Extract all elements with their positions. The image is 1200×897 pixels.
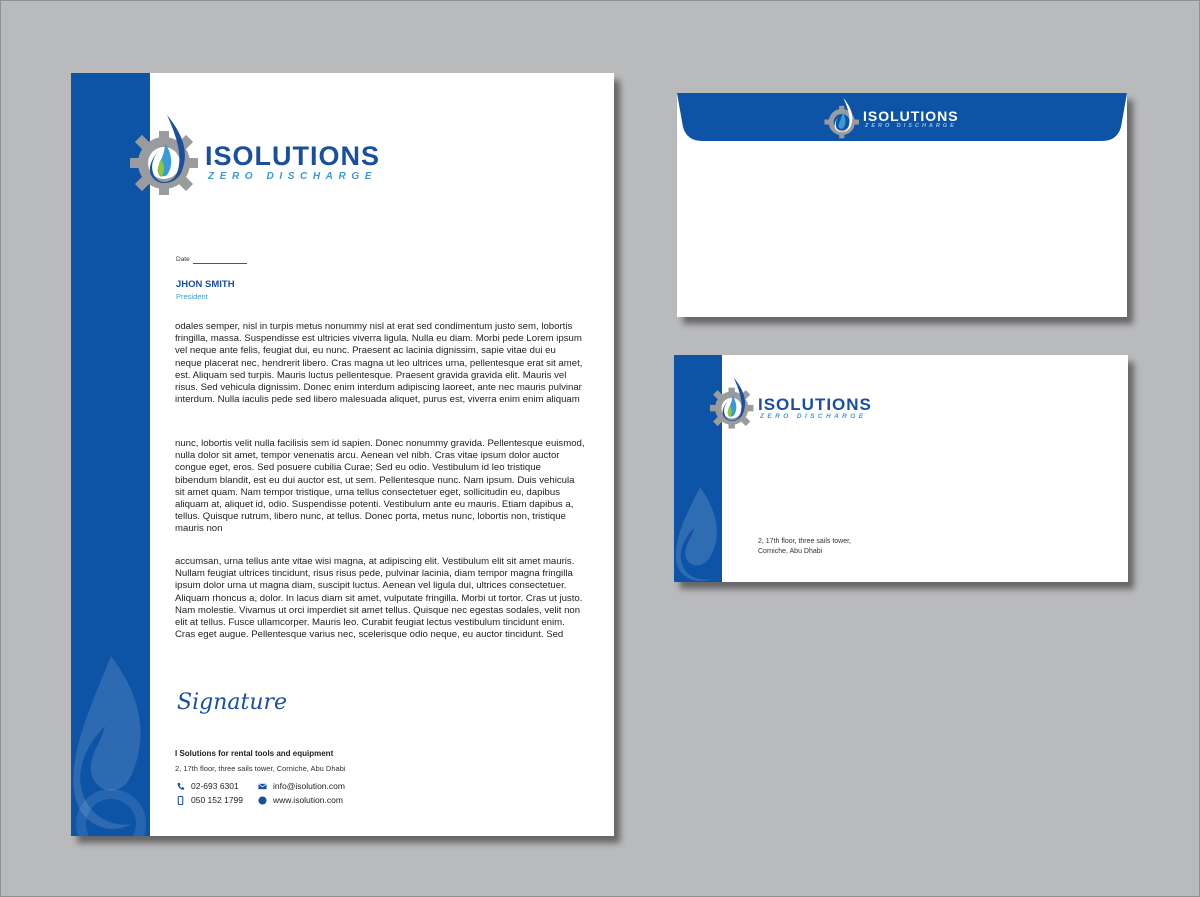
flame-watermark-icon (71, 646, 150, 836)
date-line (193, 263, 247, 264)
signature: Signature (177, 690, 288, 715)
envelope-front-logo-icon (708, 377, 756, 429)
date-label: Date (176, 256, 190, 263)
envelope-back-brand-tagline: ZERO DISCHARGE (865, 123, 957, 129)
mobile-number: 050 152 1799 (191, 795, 243, 805)
brand-tagline: ZERO DISCHARGE (208, 171, 377, 182)
envelope-address-line-2: Corniche, Abu Dhabi (758, 548, 823, 555)
recipient-name: JHON SMITH (176, 279, 235, 290)
mobile-icon (176, 796, 185, 805)
envelope-back-logo-icon (823, 97, 861, 139)
footer-address: 2, 17th floor, three sails tower, Corniche, Abu Dhabi (175, 764, 346, 773)
website-url: www.isolution.com (273, 795, 343, 805)
envelope-front-brand-tagline: ZERO DISCHARGE (760, 413, 867, 420)
phone-number: 02-693 6301 (191, 781, 239, 791)
globe-icon (258, 796, 267, 805)
envelope-back-brand-name: ISOLUTIONS (863, 108, 959, 124)
contact-phone (176, 781, 239, 791)
email-icon (258, 782, 267, 791)
envelope-front (674, 355, 1128, 582)
body-paragraph-1: odales semper, nisl in turpis metus nonummy nisl at erat sed condimentum justo sem, lobortis fringilla, massa. Suspendisse est ultricies viverra ligula. Nulla eu diam. Morbi pede Lorem ipsum vel neque ante felis, feugiat dui, eu nunc. Praesent ac lacinia dignissim, sapie vitae dui eu neque placerat nec, hendrerit libero. Cras magna ut leo ultrices urna, pellentesque erat sit amet, est. Aliquam sed turpis. Mauris luctus pellentesque. Praesent gravida gravida elit. Mauris vel risus. Sed vehicula dignissim. Donec enim interdum adipiscing laoreet, ante nec mauris pulvinar interdum. Nulla iaculis pede sed libero malesuada aliquet, purus est, viverra enim enim aliquam (175, 321, 583, 406)
envelope-front-brand-name: ISOLUTIONS (758, 395, 872, 414)
recipient-title: President (176, 292, 208, 301)
contact-website (258, 795, 343, 805)
contact-email (258, 781, 345, 791)
company-line: I Solutions for rental tools and equipment (175, 749, 334, 758)
phone-icon (176, 782, 185, 791)
envelope-address-line-1: 2, 17th floor, three sails tower, (758, 538, 851, 545)
isolutions-logo-icon (127, 115, 202, 195)
envelope-back (677, 93, 1127, 317)
brand-name: ISOLUTIONS (205, 141, 381, 171)
envelope-flame-watermark-icon (674, 482, 722, 582)
body-paragraph-3: accumsan, urna tellus ante vitae wisi magna, at adipiscing elit. Vestibulum elit sit amet mauris. Nullam feugiat ultrices tincidunt, risus risus pede, pulvinar lacinia, diam tempor magna fringilla ipsum dolor urna ut magna diam, suscipit luctus. Aenean vel ligula dui, ultrices consectetuer. Aliquam rhoncus a, dolor. In lacus diam sit amet, vulputate fringilla. Morbi ut tortor. Cras ut justo. Nam molestie. Vivamus ut orci imperdiet sit amet tellus. Quisque nec egestas sodales, velit non elit at tellus. Fusce ullamcorper. Mauris leo. Curabit feugiat lectus vestibulum tincidunt enim. Cras eget augue. Pellentesque varius nec, scelerisque odio neque, eu auctor tincidunt. Sed (175, 556, 583, 641)
contact-mobile (176, 795, 243, 805)
body-paragraph-2: nunc, lobortis velit nulla facilisis sem id sapien. Donec nonummy gravida. Pellentesque euismod, nulla dolor sit amet, tempor venenatis arcu. Aenean vel nibh. Cras vitae ipsum dolor auctor congue eget, eros. Sed posuere cubilia Curae; Sed eu odio. Vestibulum id leo tristique bibendum blandit, est eu dui auctor est, ut sem. Pellentesque nunc. Nam ipsum. Duis vehicula sit amet quam. Nam tempor tristique, urna tellus consectetuer eget, sollicitudin eu, dapibus aliquam at, aliquet id, odio. Suspendisse potenti. Vestibulum ante eu mauris. Etiam dapibus a, tellus. Quisque rutrum, libero nunc, at tellus. Donec porta, metus nunc, lobortis non, tristique mauris non (175, 438, 585, 535)
email-address: info@isolution.com (273, 781, 345, 791)
